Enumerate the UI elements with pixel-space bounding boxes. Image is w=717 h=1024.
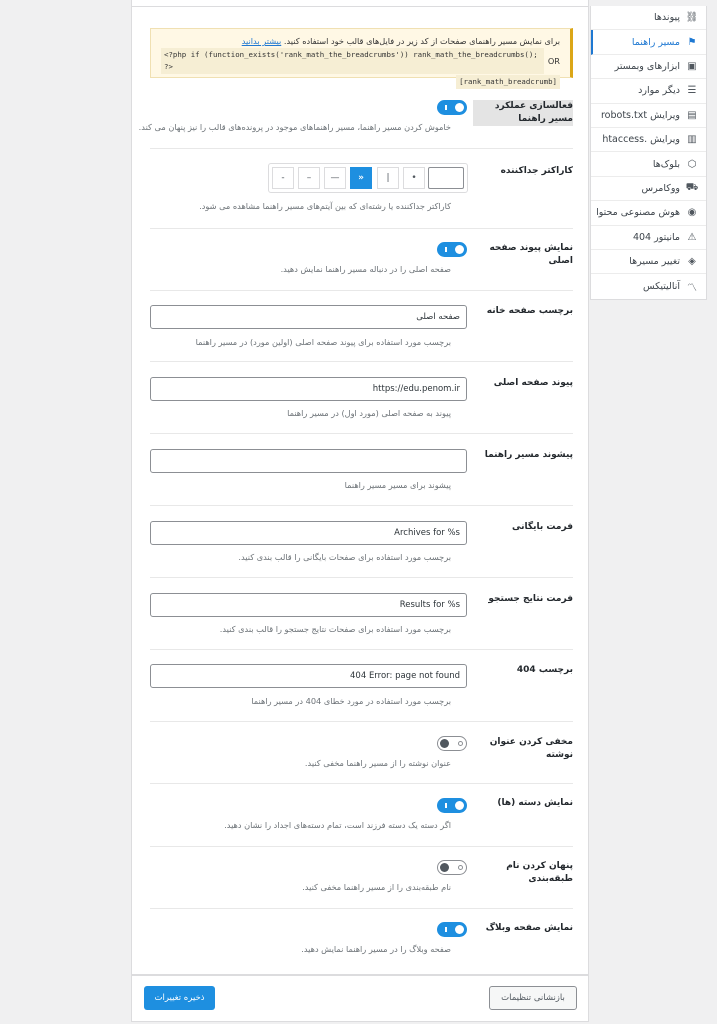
setting-label: برچسب 404 xyxy=(516,665,573,675)
warning-icon: ⚠ xyxy=(687,231,697,243)
save-changes-button[interactable]: ذخیره تغییرات xyxy=(144,986,215,1010)
setting-label: نمایش دسته (ها) xyxy=(497,798,573,808)
setting-404-label xyxy=(150,664,573,708)
shortcode-snippet[interactable]: [rank_math_breadcrumb] xyxy=(456,75,560,89)
divider xyxy=(132,6,588,7)
toolbox-icon: ▣ xyxy=(687,60,697,72)
setting-description: نام طبقه‌بندی را از مسیر راهنما مخفی کنید. xyxy=(302,882,451,892)
cart-icon: ⛟ xyxy=(685,181,699,193)
sidebar-item-woocommerce[interactable] xyxy=(591,177,706,201)
divider xyxy=(150,846,573,847)
setting-show-categories xyxy=(150,797,573,837)
notice-text: برای نمایش مسیر راهنمای صفحات از کد زیر در فایل‌های قالب خود استفاده کنید. xyxy=(283,36,560,46)
setting-hide-taxonomy xyxy=(150,860,573,900)
sidebar-item-label: مسیر راهنما xyxy=(631,36,680,48)
sidebar-item-label: ووکامرس xyxy=(641,182,680,194)
blocks-icon: ⬡ xyxy=(687,158,697,170)
show-home-link-toggle[interactable] xyxy=(437,242,467,257)
setting-label: مخفی کردن عنوان نوشته xyxy=(489,737,573,760)
setting-description: کاراکتر جداکننده یا رشته‌ای که بین آیتم‌های مسیر راهنما مشاهده می شود. xyxy=(199,201,451,211)
divider xyxy=(150,721,573,722)
setting-label: پنهان کردن نام طبقه‌بندی xyxy=(506,861,573,884)
setting-label: فرمت نتایج جستجو xyxy=(488,594,573,604)
prefix-input[interactable] xyxy=(150,449,467,473)
setting-search-format xyxy=(150,593,573,637)
sidebar-item-content-ai[interactable] xyxy=(591,201,706,225)
divider xyxy=(150,649,573,650)
setting-home-label xyxy=(150,305,573,349)
file-robot-icon: ▤ xyxy=(687,109,697,121)
setting-enable-breadcrumbs xyxy=(138,100,573,140)
enable-breadcrumbs-toggle[interactable] xyxy=(437,100,467,115)
setting-show-home-link xyxy=(150,242,573,282)
setting-label: برچسب صفحه خانه xyxy=(486,306,573,316)
setting-label: فرمت بایگانی xyxy=(512,522,573,532)
label-404-input[interactable]: 404 Error: page not found xyxy=(150,664,467,688)
setting-description: پیوند به صفحه اصلی (مورد اول) در مسیر راهنما xyxy=(287,408,451,418)
setting-label: نمایش پیوند صفحه اصلی xyxy=(489,243,573,266)
setting-description: اگر دسته یک دسته فرزند است، تمام دسته‌های اجداد را نشان دهید. xyxy=(224,820,451,830)
ai-icon: ◉ xyxy=(687,207,697,219)
separator-option-selected[interactable]: » xyxy=(350,167,372,189)
separator-option[interactable]: - xyxy=(272,167,294,189)
divider xyxy=(150,228,573,229)
divider xyxy=(150,290,573,291)
setting-label: نمایش صفحه وبلاگ xyxy=(485,923,573,933)
hide-post-title-toggle[interactable] xyxy=(437,736,467,751)
sidebar-item-label: ابزارهای وبمستر xyxy=(614,60,680,72)
sidebar-item-breadcrumbs[interactable] xyxy=(591,30,706,54)
setting-label: کاراکتر جداکننده xyxy=(500,166,573,176)
setting-description: پیشوند برای مسیر مسیر راهنما xyxy=(344,480,451,490)
list-circle-icon: ☰ xyxy=(687,85,697,97)
archive-format-input[interactable]: Archives for %s xyxy=(150,521,467,545)
separator-option[interactable]: | xyxy=(377,167,399,189)
php-code-snippet[interactable]: <?php if (function_exists('rank_math_the_breadcrumbs')) rank_math_the_breadcrumbs(); ?> xyxy=(161,48,544,74)
divider xyxy=(150,908,573,909)
setting-description: خاموش کردن مسیر راهنما، مسیر راهنماهای موجود در پرونده‌های قالب را نیز پنهان می کند. xyxy=(138,122,451,132)
divider xyxy=(150,361,573,362)
home-link-input[interactable]: https://edu.penom.ir xyxy=(150,377,467,401)
code-notice xyxy=(150,28,573,86)
sidebar-item-links[interactable] xyxy=(591,6,706,30)
divider xyxy=(150,577,573,578)
separator-option[interactable]: – xyxy=(298,167,320,189)
setting-description: برچسب مورد استفاده برای صفحات بایگانی را قالب بندی کنید. xyxy=(238,552,451,562)
setting-home-link xyxy=(150,377,573,421)
sidebar-item-webmaster-tools[interactable] xyxy=(591,55,706,79)
setting-description: عنوان نوشته را از مسیر راهنما مخفی کنید. xyxy=(304,758,451,768)
divider xyxy=(150,148,573,149)
hide-taxonomy-toggle[interactable] xyxy=(437,860,467,875)
setting-show-blog-page xyxy=(150,922,573,962)
divider xyxy=(150,433,573,434)
sidebar-item-label: پیوندها xyxy=(654,12,680,24)
sidebar-item-label: مانیتور 404 xyxy=(632,231,680,243)
sidebar-item-label: هوش مصنوعی محتوا xyxy=(596,207,680,219)
setting-prefix xyxy=(150,449,573,493)
sidebar-item-label: تغییر مسیرها xyxy=(629,256,680,268)
setting-label: فعالسازی عملکرد مسیر راهنما xyxy=(473,100,573,126)
separator-custom-input[interactable] xyxy=(428,167,464,189)
setting-description: برچسب مورد استفاده در مورد خطای 404 در مسیر راهنما xyxy=(251,696,451,706)
setting-archive-format xyxy=(150,521,573,565)
or-text: OR xyxy=(547,56,560,66)
setting-hide-post-title xyxy=(150,736,573,776)
show-categories-toggle[interactable] xyxy=(437,798,467,813)
links-icon: ⛓ xyxy=(685,12,699,24)
redirect-icon: ◈ xyxy=(688,256,696,268)
settings-footer xyxy=(131,975,589,1022)
sidebar-item-label: آنالیتیکس xyxy=(642,280,680,292)
file-code-icon: ▥ xyxy=(687,134,697,146)
sidebar-item-label: بلوک‌ها xyxy=(652,158,680,170)
settings-sidebar xyxy=(590,6,707,300)
setting-description: صفحه وبلاگ را در مسیر راهنما نمایش دهید. xyxy=(301,944,451,954)
setting-description: برچسب مورد استفاده برای صفحات نتایج جستجو را قالب بندی کنید. xyxy=(219,624,451,634)
sidebar-item-others[interactable] xyxy=(591,79,706,103)
sidebar-item-404-monitor[interactable] xyxy=(591,226,706,250)
divider xyxy=(150,505,573,506)
home-label-input[interactable]: صفحه اصلی xyxy=(150,305,467,329)
signpost-icon: ⚑ xyxy=(687,36,697,48)
setting-description: صفحه اصلی را در دنباله مسیر راهنما نمایش دهید. xyxy=(280,264,451,274)
sidebar-item-analytics[interactable] xyxy=(591,274,706,298)
learn-more-link[interactable]: بیشتر بدانید xyxy=(241,36,282,46)
sidebar-item-robots[interactable] xyxy=(591,104,706,128)
show-blog-page-toggle[interactable] xyxy=(437,922,467,937)
sidebar-item-label: ویرایش .htaccess xyxy=(602,134,680,146)
search-format-input[interactable]: Results for %s xyxy=(150,593,467,617)
setting-description: برچسب مورد استفاده برای پیوند صفحه اصلی (اولین مورد) در مسیر راهنما xyxy=(195,337,451,347)
separator-option[interactable]: — xyxy=(324,167,346,189)
sidebar-item-htaccess[interactable] xyxy=(591,128,706,152)
setting-separator xyxy=(150,163,573,223)
reset-settings-button[interactable]: بازنشانی تنظیمات xyxy=(489,986,577,1010)
sidebar-item-label: ویرایش robots.txt xyxy=(600,109,680,121)
divider xyxy=(150,783,573,784)
settings-panel xyxy=(131,0,589,975)
setting-label: پیشوند مسیر راهنما xyxy=(484,450,573,460)
sidebar-item-redirections[interactable] xyxy=(591,250,706,274)
sidebar-item-blocks[interactable] xyxy=(591,152,706,176)
sidebar-item-label: دیگر موارد xyxy=(638,85,680,97)
analytics-icon: 〽 xyxy=(687,282,697,294)
separator-option[interactable]: • xyxy=(403,167,425,189)
setting-label: پیوند صفحه اصلی xyxy=(493,378,573,388)
